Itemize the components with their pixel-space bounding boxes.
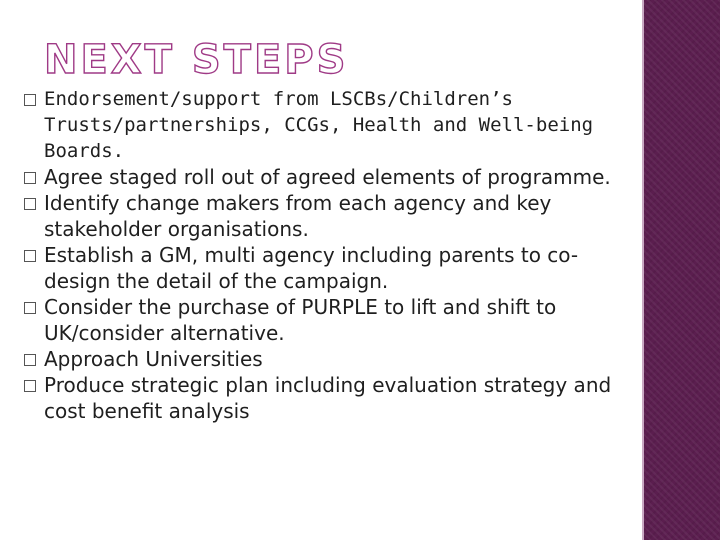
square-bullet-icon (24, 302, 36, 314)
bullet-item (24, 164, 630, 190)
bullet-text: Identify change makers from each agency and key stakeholder organisations. (44, 191, 552, 241)
bullet-text: Produce strategic plan including evaluation strategy and cost benefit analysis (44, 373, 612, 423)
bullet-list (24, 86, 630, 424)
bullet-item (24, 372, 630, 424)
square-bullet-icon (24, 172, 36, 184)
bullet-text: Agree staged roll out of agreed elements of programme. (44, 165, 611, 189)
bullet-item (24, 242, 630, 294)
bullet-item (24, 294, 630, 346)
square-bullet-icon (24, 380, 36, 392)
square-bullet-icon (24, 250, 36, 262)
bullet-item (24, 86, 630, 164)
square-bullet-icon (24, 198, 36, 210)
decorative-side-panel (642, 0, 720, 540)
bullet-text: Establish a GM, multi agency including parents to co-design the detail of the campaign. (44, 243, 579, 293)
bullet-item (24, 346, 630, 372)
bullet-item (24, 190, 630, 242)
bullet-text: Consider the purchase of PURPLE to lift and shift to UK/consider alternative. (44, 295, 557, 345)
bullet-text: Approach Universities (44, 347, 263, 371)
side-panel-divider (642, 0, 644, 540)
slide-title: NEXT STEPS (44, 37, 349, 83)
bullet-text: Endorsement/support from LSCBs/Children’s Trusts/partnerships, CCGs, Health and Well-being Boards. (44, 88, 594, 162)
square-bullet-icon (24, 354, 36, 366)
square-bullet-icon (24, 94, 36, 106)
